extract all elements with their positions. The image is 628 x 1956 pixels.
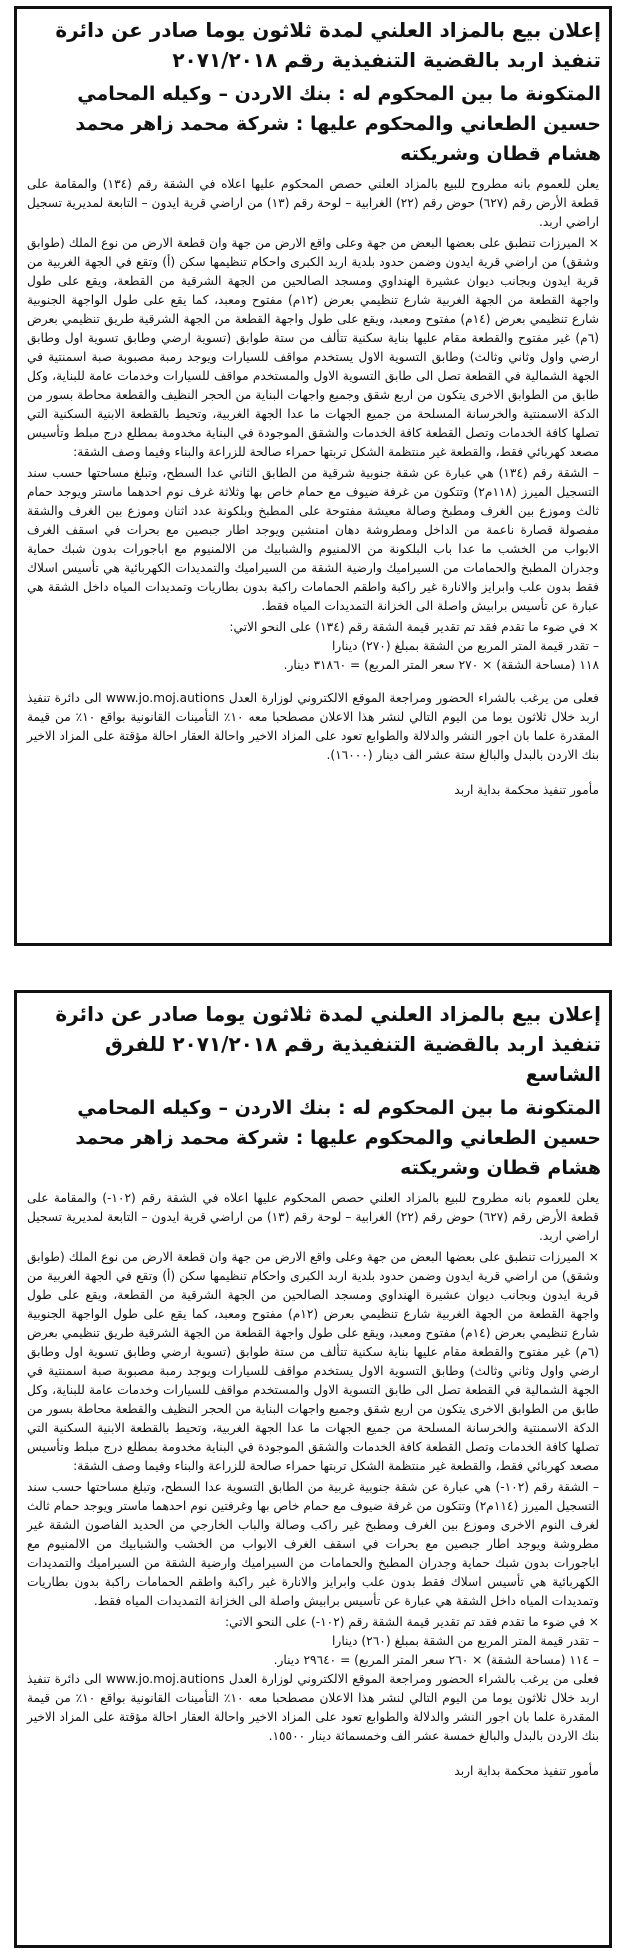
notice-body <box>17 1189 609 1781</box>
auction-notice-2 <box>14 990 612 1948</box>
valuation <box>27 1613 599 1670</box>
valuation-line: ١١٨ (مساحة الشقة) × ٢٧٠ سعر المتر المربع) = ٣١٨٦٠ دينار. <box>283 658 599 672</box>
valuation-line: × في ضوء ما تقدم فقد تم تقدير قيمة الشقة رقم (١٠٢-) على النحو الاتي: <box>224 1615 599 1629</box>
notice-parties: المتكونة ما بين المحكوم له : بنك الاردن – وكيله المحامي حسين الطعاني والمحكوم عليها : شركة محمد زاهر محمد هشام قطان وشريكته <box>75 83 601 165</box>
signature: مأمور تنفيذ محكمة بداية اربد <box>454 1764 599 1778</box>
valuation-line: × في ضوء ما تقدم فقد تم تقدير قيمة الشقة رقم (١٣٤) على النحو الاتي: <box>229 620 599 634</box>
apartment-description: – الشقة رقم (١٠٢-) هي عبارة عن شقة جنوبية غربية من الطابق التسوية عدا السطح، وتبلغ مساحتها حسب سند التسجيل الميرز (١١٤م٢) وتتكون من غرفة ضيوف مع حمام خاص بها وغرفتين نوم احدهما ماستر ويوجد حمام ثالث لغرف النوم الاخرى وموزع بين الغرف ومطبخ غير راكب وصالة والباب الخارجي من الحديد الفاصون الشقة غير مطروشة ويوجد اطار جبصين مع بحرات في اسقف الغرف الابواب من الخشب والشبابيك من الالمنيوم مع اباجورات بدون شبك حماية وجدران المطبخ والحمامات من السيراميك وارضية الشقة من السيراميك والتمديدات الكهربائية هي تأسيس اسلاك فقط بدون علب وابرايز والانارة غير راكبة واطقم الحمامات راكبة بدون بطاريات وتمديدات المياه داخل الشقة هي عبارة عن تأسيس برابيش واصلة الى الخزانة التمديدات المياه فقط. <box>27 1480 599 1608</box>
valuation-line: – تقدر قيمة المتر المربع من الشقة بمبلغ (٢٦٠) دينارا <box>332 1634 599 1648</box>
valuation-line: – تقدر قيمة المتر المربع من الشقة بمبلغ (٢٧٠) دينارا <box>332 639 599 653</box>
signature: مأمور تنفيذ محكمة بداية اربد <box>454 783 599 797</box>
notice-header <box>17 9 609 169</box>
valuation-line: – ١١٤ (مساحة الشقة) × ٢٦٠ سعر المتر المربع) = ٢٩٦٤٠ دينار. <box>273 1653 599 1667</box>
apartment-description: – الشقة رقم (١٣٤) هي عبارة عن شقة جنوبية شرقية من الطابق الثاني عدا السطح، وتبلغ مساحتها حسب سند التسجيل الميرز (١١٨م٢) وتتكون من غرفة ضيوف مع حمام خاص بها وثلاثة غرف نوم احدهما ماستر ويوجد حمام ثالث وموزع بين الغرف ومطبخ وصالة معيشة مفتوحة على المطبخ وبلكونة عدد اثنان وموزع بين الغرف والشقة مفصولة قصارة ناعمة من الداخل ومطروشة دهان امنشين ويوجد اطار جبصين مع بحرات في اسقف الغرف الابواب من الخشب ما عدا باب البلكونة من الالمنيوم والشبابيك من الالمنيوم مع اباجورات بدون شبك حماية وجدران المطبخ والحمامات من السيراميك وارضية الشقة من السيراميك والتمديدات الكهربائية هي تأسيس اسلاك فقط بدون علب وابرايز والانارة غير راكبة واطقم الحمامات راكبة بدون بطاريات وتمديدات المياه داخل الشقة هي عبارة عن تأسيس برابيش واصلة الى الخزانة التمديدات المياه فقط. <box>27 466 600 613</box>
land-description: × الميرزات تنطبق على بعضها البعض من جهة وعلى واقع الارض من جهة وان قطعة الارض من نوع الملك (طوابق وشقق) من اراضي قرية ايدون وضمن حدود بلدية اربد الكبرى واحكام تنظيمها سكن (أ) وتقع في الجهة الغربية من قرية ايدون وبجانب ديوان عشيرة الهنداوي ومسجد الصالحين من الجهة الشرقية من القطعة، ويقع على طول واجهة القطعة من الجهة الغربية شارع تنظيمي بعرض (١٢م) مفتوح ومعبد، كما يقع على طول الواجهة الجنوبية شارع تنظيمي بعرض (١٤م) مفتوح ومعبد، ويقع على طول واجهة القطعة من الجهة الشرقية طريق تنظيمي بعرض (٦م) غير مفتوح والقطعة مقام عليها بناية سكنية تتألف من ستة طوابق (تسوية ارضي وطابق تسوية اول وطابق ارضي واول وثاني وثالث) وطابق التسوية الاول يستخدم مواقف للسيارات ويوجد رمبة مصبوبة صبة اسمنتية في الجهة الشمالية في القطعة تصل الى طابق التسوية الاول والمستخدم مواقف للسيارات وخدمات عامة للبناية، وكل طابق من الطوابق الاخرى يتكون من اربع شقق وجميع واجهات البناية من الحجر النظيف والقطعة محاطة بسور من الدكة الاسمنتية والخرسانة المسلحة من جميع الجهات ما عدا الجهة الغربية، وتحيط بالقطعة الابنية السكنية التي تصلها كافة الخدمات وتصل القطعة كافة الخدمات والشقق الموجودة في البناية مخدومة بمطلع درج مبلط وتأسيس مصعد كهربائي فقط، والقطعة غير منتظمة الشكل تربتها حمراء صالحة للزراعة والبناء وفيما وصف الشقة: <box>27 236 599 459</box>
notice-parties: المتكونة ما بين المحكوم له : بنك الاردن – وكيله المحامي حسين الطعاني والمحكوم عليها : شركة محمد زاهر محمد هشام قطان وشريكته <box>75 1097 601 1179</box>
valuation <box>27 618 599 675</box>
land-description: × الميرزات تنطبق على بعضها البعض من جهة وعلى واقع الارض من جهة وان قطعة الارض من نوع الملك (طوابق وشقق) من اراضي قرية ايدون وضمن حدود بلدية اربد الكبرى واحكام تنظيمها سكن (أ) وتقع في الجهة الغربية من قرية ايدون وبجانب ديوان عشيرة الهنداوي ومسجد الصالحين من الجهة الشرقية من القطعة، ويقع على طول واجهة القطعة من الجهة الغربية شارع تنظيمي بعرض (١٢م) مفتوح ومعبد، كما يقع على طول الواجهة الجنوبية شارع تنظيمي بعرض (١٤م) مفتوح ومعبد، ويقع على طول واجهة القطعة من الجهة الشرقية طريق تنظيمي بعرض (٦م) غير مفتوح والقطعة مقام عليها بناية سكنية تتألف من ستة طوابق (تسوية ارضي وطابق تسوية اول وطابق ارضي واول وثاني وثالث) وطابق التسوية الاول يستخدم مواقف للسيارات ويوجد رمبة مصبوبة صبة اسمنتية في الجهة الشمالية في القطعة تصل الى طابق التسوية الاول والمستخدم مواقف للسيارات وخدمات عامة للبناية، وكل طابق من الطوابق الاخرى يتكون من اربع شقق وجميع واجهات البناية من الحجر النظيف والقطعة محاطة بسور من الدكة الاسمنتية والخرسانة المسلحة من جميع الجهات ما عدا الجهة الغربية، وتحيط بالقطعة الابنية السكنية التي تصلها كافة الخدمات وتصل القطعة كافة الخدمات والشقق الموجودة في البناية مخدومة بمطلع درج مبلط وتأسيس مصعد كهربائي فقط، والقطعة غير منتظمة الشكل تربتها حمراء صالحة للزراعة والبناء وفيما وصف الشقة: <box>27 1250 599 1473</box>
notice-header <box>17 993 609 1183</box>
auction-notice-1 <box>14 6 612 946</box>
bidding-instructions: فعلى من يرغب بالشراء الحضور ومراجعة الموقع الالكتروني لوزارة العدل www.jo.moj.autions الى دائرة تنفيذ اربد خلال ثلاثون يوما من اليوم التالي لنشر هذا الاعلان مصطحبا معه ١٠٪ التأمينات القانونية بواقع ١٠٪ من قيمة المقدرة علما بان اجور النشر والدلالة والطوابع تعود على المزاد الاخير واحالة العقار احالة مؤقتة على المزاد الاخير بنك الاردن بالبدل والبالغ ستة عشر الف دينار (١٦٠٠٠). <box>27 691 599 762</box>
notice-intro: يعلن للعموم بانه مطروح للبيع بالمزاد العلني حصص المحكوم عليها اعلاه في الشقة رقم (١٠٢-) والمقامة على قطعة الأرض رقم (٦٢٧) حوض رقم (٢٢) الغرابية – لوحة رقم (١٣) من اراضي قرية ايدون – التابعة لمديرية تسجيل اراضي اربد. <box>27 1191 599 1243</box>
notice-body <box>17 175 609 800</box>
bidding-instructions: فعلى من يرغب بالشراء الحضور ومراجعة الموقع الالكتروني لوزارة العدل www.jo.moj.autions الى دائرة تنفيذ اربد خلال ثلاثون يوما من اليوم التالي لنشر هذا الاعلان مصطحبا معه ١٠٪ التأمينات القانونية بواقع ١٠٪ من قيمة المقدرة علما بان اجور النشر والدلالة والطوابع تعود على المزاد الاخير واحالة العقار احالة مؤقتة على المزاد الاخير بنك الاردن بالبدل والبالغ خمسة عشر الف وخمسمائة دينار ١٥٥٠٠. <box>27 1672 599 1743</box>
notice-title: إعلان بيع بالمزاد العلني لمدة ثلاثون يوما صادر عن دائرة تنفيذ اربد بالقضية التنفيذية رقم ٢٠٧١/٢٠١٨ للفرق الشاسع <box>55 1002 601 1086</box>
notice-intro: يعلن للعموم بانه مطروح للبيع بالمزاد العلني حصص المحكوم عليها اعلاه في الشقة رقم (١٣٤) والمقامة على قطعة الأرض رقم (٦٢٧) حوض رقم (٢٢) الغرابية – لوحة رقم (١٣) من اراضي قرية ايدون – التابعة لمديرية تسجيل اراضي اربد. <box>27 177 599 229</box>
notice-title: إعلان بيع بالمزاد العلني لمدة ثلاثون يوما صادر عن دائرة تنفيذ اربد بالقضية التنفيذية رقم ٢٠٧١/٢٠١٨ <box>55 18 601 72</box>
